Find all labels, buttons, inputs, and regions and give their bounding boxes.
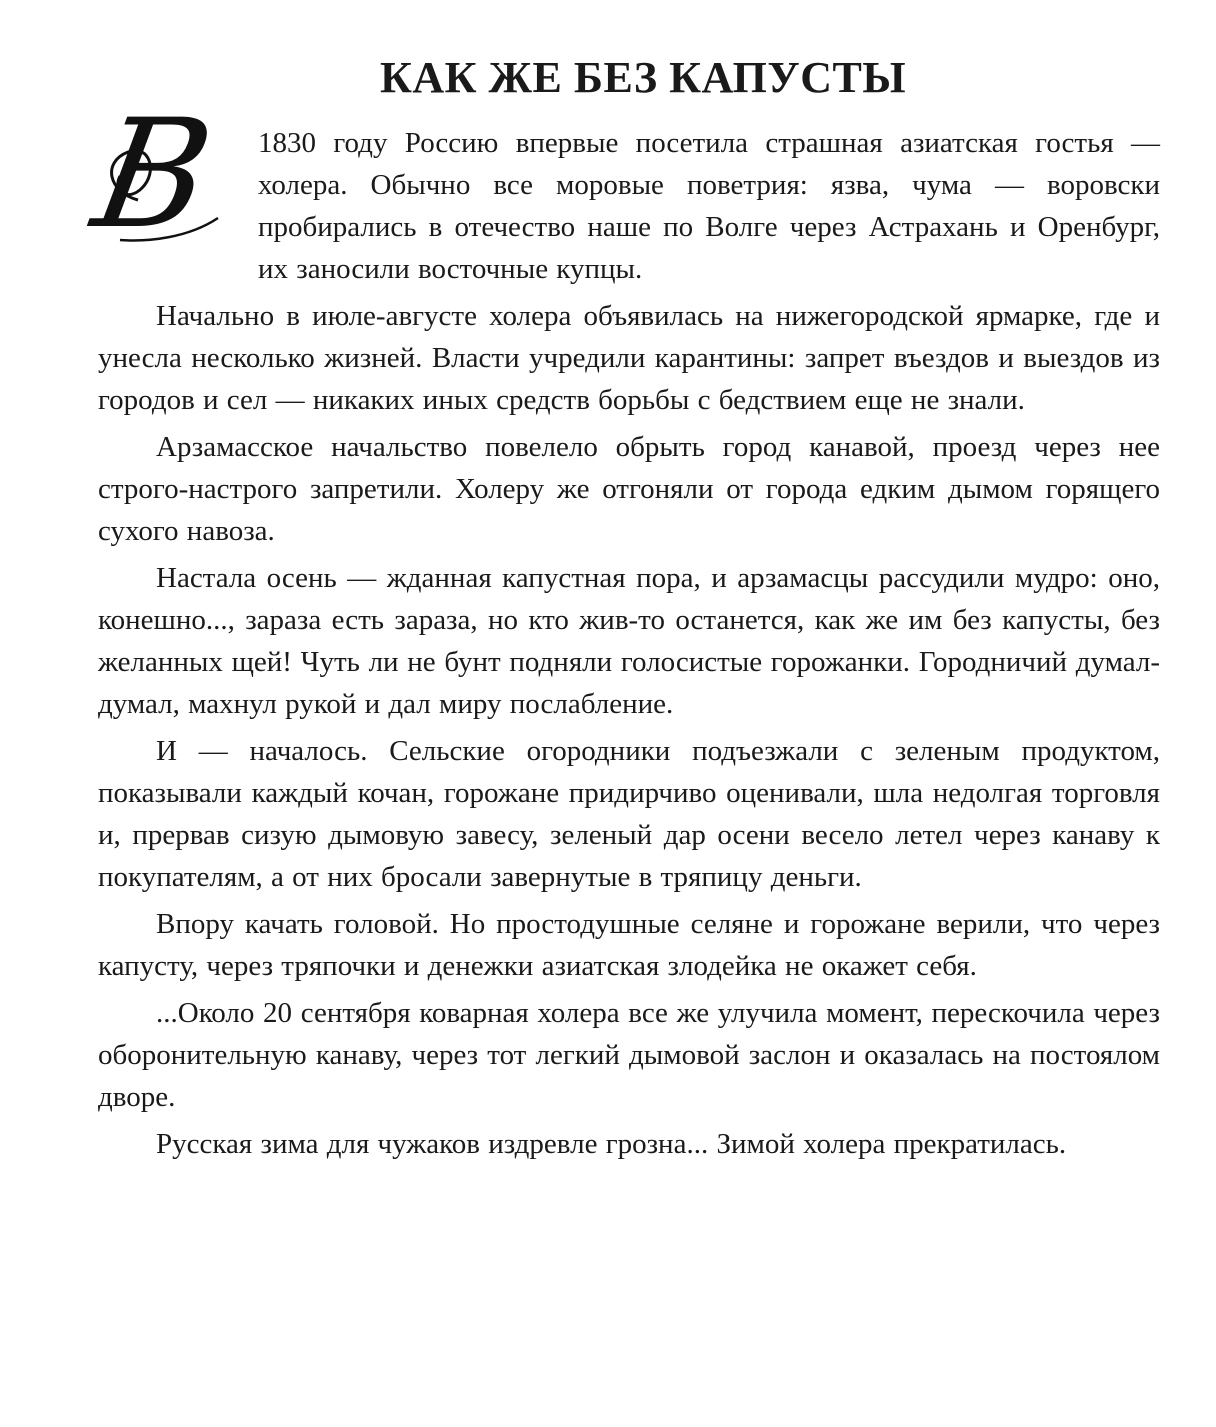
document-page <box>82 48 1160 1165</box>
drop-cap-letter: В <box>82 88 224 262</box>
paragraph-1 <box>82 88 1160 290</box>
paragraph-1-text: 1830 году Россию впервые посетила страшная азиатская гостья — холера. Обычно все моровые поветрия: язва, чума — воровски пробирались в отечество наше по Волге через Астрахань и Оренбург, их заносили восточные купцы. <box>258 127 1160 285</box>
paragraph-8: Русская зима для чужаков издревле грозна... Зимой холера прекратилась. <box>156 1128 1067 1160</box>
paragraph-7: ...Около 20 сентября коварная холера все же улучила момент, перескочила через оборонительную канаву, через тот легкий дымовой заслон и оказалась на постоялом дворе. <box>98 997 1160 1113</box>
paragraph-6: Впору качать головой. Но простодушные селяне и горожане верили, что через капусту, через тряпочки и денежки азиатская злодейка не окажет себя. <box>98 908 1160 982</box>
paragraph-3: Арзамасское начальство повелело обрыть город канавой, проезд через нее строго-настрого запретили. Холеру же отгоняли от города едким дымом горящего сухого навоза. <box>98 431 1160 547</box>
paragraph-4: Настала осень — жданная капустная пора, и арзамасцы рассудили мудро: оно, конешно..., зараза есть зараза, но кто жив-то останется, как же им без капусты, без желанных щей! Чуть ли не бунт подняли голосистые горожанки. Городничий думал-думал, махнул рукой и дал миру послабление. <box>98 562 1160 720</box>
paragraph-2: Начально в июле-августе холера объявилась на нижегородской ярмарке, где и унесла несколько жизней. Власти учредили карантины: запрет въездов и выездов из городов и сел — никаких иных средств борьбы с бедствием еще не знали. <box>98 300 1160 416</box>
drop-cap <box>82 88 254 262</box>
article-title: КАК ЖЕ БЕЗ КАПУСТЫ <box>379 53 907 102</box>
paragraph-5: И — началось. Сельские огородники подъезжали с зеленым продуктом, показывали каждый кочан, горожане придирчиво оценивали, шла недолгая торговля и, прервав сизую дымовую завесу, зеленый дар осени весело летел через канаву к покупателям, а от них бросали завернутые в тряпицу деньги. <box>98 735 1160 893</box>
